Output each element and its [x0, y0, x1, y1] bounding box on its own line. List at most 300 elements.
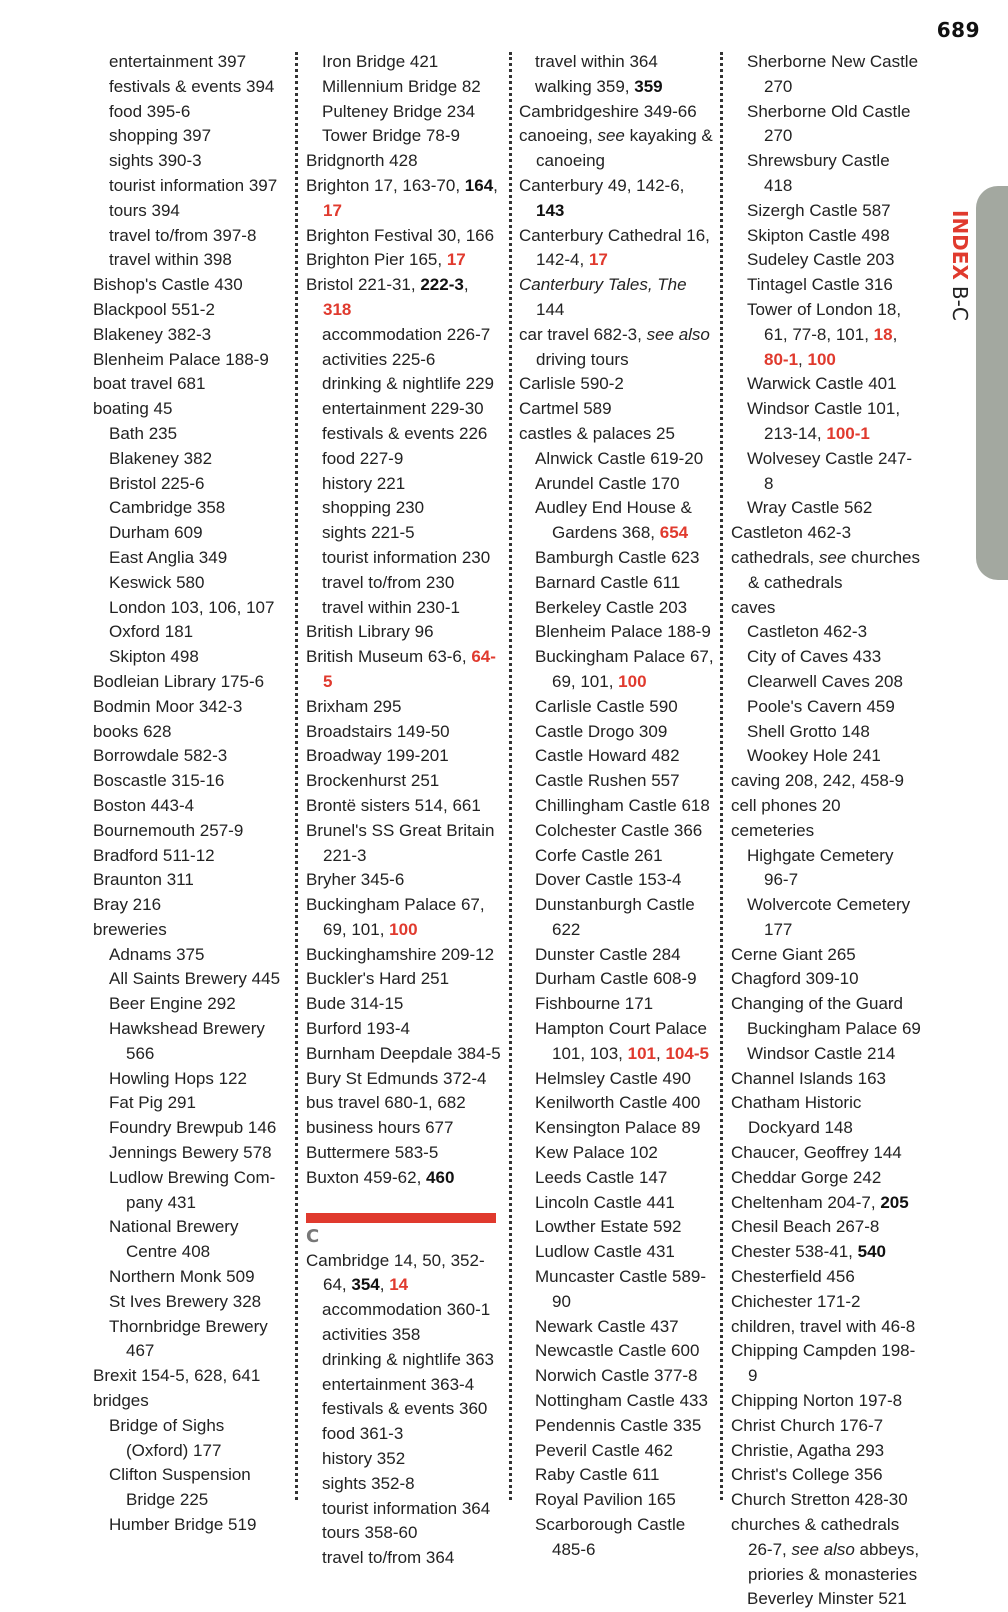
entry-text: Adnams 375 [109, 944, 205, 964]
index-entry [731, 596, 921, 621]
index-entry [306, 1017, 501, 1042]
index-entry [93, 744, 289, 769]
index-subentry [93, 1513, 289, 1538]
entry-text: Buckingham Palace 67, 69, 101, [306, 895, 485, 939]
index-subentry [306, 546, 501, 571]
entry-text: sights 221-5 [322, 523, 415, 543]
entry-text: Bryher 345-6 [306, 870, 405, 890]
index-subentry [93, 496, 289, 521]
index-subentry [306, 571, 501, 596]
photo-page-ref: 100-1 [826, 423, 870, 443]
entry-text: Pulteney Bridge 234 [322, 101, 476, 121]
entry-text: Barnard Castle 611 [535, 572, 681, 592]
entry-text: Durham Castle 608-9 [535, 969, 697, 989]
index-subentry [519, 1215, 717, 1240]
map-page-ref: 143 [536, 200, 565, 220]
index-entry [519, 273, 717, 323]
column-divider [295, 52, 298, 1500]
index-entry [306, 248, 501, 273]
index-subentry [306, 1472, 501, 1497]
index-entry [731, 1389, 921, 1414]
index-entry [519, 224, 717, 274]
entry-text: , [656, 1043, 666, 1063]
entry-text: cemeteries [731, 820, 815, 840]
index-subentry [731, 248, 921, 273]
index-subentry [93, 1017, 289, 1067]
index-entry [306, 273, 501, 323]
map-page-ref: 359 [634, 76, 663, 96]
index-subentry [731, 298, 921, 372]
entry-text: Sherborne Old Castle 270 [747, 101, 911, 146]
entry-text: Bridge of Sighs (Oxford) 177 [109, 1415, 225, 1460]
index-subentry [306, 447, 501, 472]
index-subentry [519, 1141, 717, 1166]
entry-text: travel to/from 397-8 [109, 225, 257, 245]
map-page-ref: 222-3 [420, 275, 464, 295]
entry-text: Peveril Castle 462 [535, 1440, 673, 1460]
entry-text: Scarborough Castle 485-6 [535, 1515, 686, 1559]
index-subentry [519, 645, 717, 695]
entry-text: Church Stretton 428-30 [731, 1490, 908, 1510]
photo-page-ref: 100 [389, 919, 418, 939]
entry-text: Kew Palace 102 [535, 1143, 658, 1163]
index-entry [306, 967, 501, 992]
photo-page-ref: 654 [659, 523, 689, 543]
index-subentry [306, 496, 501, 521]
index-entry [306, 695, 501, 720]
entry-text: Canterbury Tales, The [519, 275, 687, 295]
index-entry [306, 224, 501, 249]
entry-text: Highgate Cemetery 96-7 [747, 845, 894, 890]
entry-text: British Library 96 [306, 622, 434, 642]
index-subentry [93, 174, 289, 199]
entry-text: bridges [93, 1391, 149, 1411]
entry-text: Castle Howard 482 [535, 746, 680, 766]
index-subentry [519, 1513, 717, 1563]
entry-text: Colchester Castle 366 [535, 820, 703, 840]
entry-text: travel within 230-1 [322, 597, 460, 617]
entry-text: , [798, 349, 808, 369]
index-entry [306, 819, 501, 869]
entry-text: food 227-9 [322, 448, 404, 468]
index-subentry [93, 992, 289, 1017]
index-subentry [731, 695, 921, 720]
index-entry [93, 397, 289, 422]
entry-text: Foundry Brewpub 146 [109, 1118, 277, 1138]
entry-text: Christie, Agatha 293 [731, 1440, 885, 1460]
entry-text: Skipton Castle 498 [747, 225, 890, 245]
index-entry [731, 769, 921, 794]
index-subentry [93, 472, 289, 497]
entry-text: Bristol 221-31, [306, 275, 421, 295]
entry-text: Cambridge 14, 50, 352-64, [306, 1250, 485, 1295]
entry-text: Carlisle 590-2 [519, 374, 624, 394]
index-entry [731, 1414, 921, 1439]
index-entry [93, 769, 289, 794]
index-entry [731, 1191, 921, 1216]
index-entry [519, 397, 717, 422]
entry-text: Cambridge 358 [109, 498, 226, 518]
section-divider-bar [306, 1213, 496, 1223]
index-subentry [519, 571, 717, 596]
entry-text: Brighton 17, 163-70, [306, 175, 465, 195]
entry-text: Shrewsbury Castle 418 [747, 151, 890, 195]
photo-page-ref: 80-1 [764, 349, 799, 369]
entry-text: Humber Bridge 519 [109, 1515, 257, 1535]
index-subentry [93, 1414, 289, 1464]
entry-text: Castleton 462-3 [731, 523, 852, 543]
index-column-1 [93, 50, 289, 1538]
entry-text: Brunel's SS Great Britain 221-3 [306, 820, 495, 865]
index-subentry [519, 75, 717, 100]
index-subentry [306, 1298, 501, 1323]
entry-text: Chesil Beach 267-8 [731, 1217, 880, 1237]
entry-text: Broadway 199-201 [306, 746, 449, 766]
entry-text: Wookey Hole 241 [747, 746, 881, 766]
entry-text: Warwick Castle 401 [747, 374, 897, 394]
entry-text: see [818, 547, 847, 567]
entry-text: shopping 230 [322, 498, 425, 518]
index-subentry [306, 124, 501, 149]
entry-text: East Anglia 349 [109, 547, 228, 567]
entry-text: festivals & events 394 [109, 76, 275, 96]
index-entry [306, 720, 501, 745]
entry-text: All Saints Brewery 445 [109, 969, 281, 989]
entry-text: British Museum 63-6, [306, 647, 472, 667]
entry-text: sights 390-3 [109, 151, 202, 171]
photo-page-ref: 318 [323, 299, 352, 319]
index-entry [306, 1067, 501, 1092]
entry-text: activities 358 [322, 1325, 421, 1345]
index-entry [731, 1439, 921, 1464]
map-page-ref: 460 [426, 1167, 455, 1187]
entry-text: Dover Castle 153-4 [535, 870, 682, 890]
index-subentry [731, 149, 921, 199]
index-subentry [731, 496, 921, 521]
entry-text: Chester 538-41, [731, 1242, 858, 1262]
column-divider [509, 52, 512, 1500]
index-entry [306, 620, 501, 645]
index-entry [519, 100, 717, 125]
index-subentry [519, 794, 717, 819]
entry-text: tours 358-60 [322, 1523, 418, 1543]
index-entry [93, 720, 289, 745]
index-entry [731, 819, 921, 844]
entry-text: Channel Islands 163 [731, 1068, 887, 1088]
photo-page-ref: 17 [323, 200, 342, 220]
entry-text: churches & cathedrals 26-7, [731, 1515, 900, 1559]
entry-text: history 352 [322, 1449, 406, 1469]
index-subentry [93, 1067, 289, 1092]
map-page-ref: 205 [880, 1192, 909, 1212]
index-entry [731, 1265, 921, 1290]
entry-text: Bishop's Castle 430 [93, 275, 243, 295]
entry-text: Blenheim Palace 188-9 [93, 349, 269, 369]
index-subentry [519, 1439, 717, 1464]
entry-text: Wolvercote Cemetery 177 [747, 895, 911, 939]
index-subentry [93, 645, 289, 670]
index-subentry [93, 1091, 289, 1116]
index-entry [731, 1315, 921, 1340]
index-subentry [93, 124, 289, 149]
photo-page-ref: 14 [389, 1275, 409, 1295]
entry-text: Kenilworth Castle 400 [535, 1093, 701, 1113]
index-subentry [519, 868, 717, 893]
entry-text: Tintagel Castle 316 [747, 275, 893, 295]
index-entry [93, 273, 289, 298]
index-entry [731, 1141, 921, 1166]
index-entry [731, 521, 921, 546]
entry-text: Buckler's Hard 251 [306, 969, 450, 989]
index-subentry [93, 1141, 289, 1166]
entry-text: Oxford 181 [109, 622, 194, 642]
index-subentry [93, 596, 289, 621]
index-subentry [93, 521, 289, 546]
index-subentry [519, 1364, 717, 1389]
entry-text: Royal Pavilion 165 [535, 1490, 676, 1510]
index-entry [93, 348, 289, 373]
index-subentry [306, 1497, 501, 1522]
index-subentry [519, 720, 717, 745]
index-subentry [731, 844, 921, 894]
entry-text: Buckingham Palace 69 [747, 1019, 921, 1039]
entry-text: Blackpool 551-2 [93, 299, 215, 319]
entry-text: , [379, 1275, 390, 1295]
entry-text: Ludlow Brewing Com-pany 431 [109, 1167, 276, 1212]
entry-text: Cheddar Gorge 242 [731, 1167, 882, 1187]
index-subentry [93, 1166, 289, 1216]
entry-text: boating 45 [93, 399, 173, 419]
entry-text: entertainment 397 [109, 52, 247, 71]
entry-text: Blakeney 382 [109, 448, 213, 468]
index-subentry [306, 1397, 501, 1422]
entry-text: Hawkshead Brewery 566 [109, 1019, 265, 1063]
entry-text: Bodmin Moor 342-3 [93, 696, 243, 716]
entry-text: tourist information 364 [322, 1498, 491, 1518]
index-subentry [731, 100, 921, 150]
index-entry [306, 1042, 501, 1067]
entry-text: Burnham Deepdale 384-5 [306, 1043, 501, 1063]
index-subentry [519, 1339, 717, 1364]
entry-text: Shell Grotto 148 [747, 721, 870, 741]
index-subentry [731, 645, 921, 670]
index-subentry [519, 1389, 717, 1414]
entry-text: business hours 677 [306, 1118, 454, 1138]
index-entry [306, 744, 501, 769]
entry-text: Borrowdale 582-3 [93, 746, 228, 766]
entry-text: travel within 364 [535, 52, 658, 71]
index-subentry [306, 1546, 501, 1571]
entry-text: Bath 235 [109, 423, 178, 443]
entry-text: Burford 193-4 [306, 1019, 410, 1039]
entry-text: Hampton Court Palace 101, 103, [535, 1019, 707, 1063]
entry-text: Christ's College 356 [731, 1465, 883, 1485]
entry-text: tourist information 230 [322, 547, 491, 567]
index-entry [519, 422, 717, 447]
index-entry [731, 1339, 921, 1389]
index-subentry [731, 1042, 921, 1067]
entry-text: Dunstanburgh Castle 622 [535, 895, 695, 939]
entry-text: Clearwell Caves 208 [747, 671, 903, 691]
index-column-4 [731, 50, 921, 1612]
index-entry [731, 546, 921, 596]
index-subentry [731, 224, 921, 249]
entry-text: Boscastle 315-16 [93, 771, 225, 791]
entry-text: Durham 609 [109, 523, 203, 543]
index-entry [93, 1364, 289, 1389]
index-subentry [519, 1265, 717, 1315]
entry-text: Beverley Minster 521 [747, 1589, 907, 1609]
index-entry [306, 1249, 501, 1299]
index-subentry [519, 447, 717, 472]
entry-text: see also [791, 1539, 855, 1559]
index-entry [519, 124, 717, 174]
index-subentry [306, 1422, 501, 1447]
map-page-ref: 164 [464, 175, 494, 195]
index-entry [731, 1488, 921, 1513]
index-subentry [93, 1116, 289, 1141]
entry-text: Keswick 580 [109, 572, 205, 592]
index-entry [306, 645, 501, 695]
entry-text: Fishbourne 171 [535, 994, 654, 1014]
index-subentry [519, 1414, 717, 1439]
index-subentry [519, 695, 717, 720]
index-entry [519, 174, 717, 224]
index-subentry [93, 1315, 289, 1365]
index-entry [306, 1166, 501, 1191]
entry-text: Cambridgeshire 349-66 [519, 101, 697, 121]
index-subentry [519, 744, 717, 769]
index-subentry [306, 596, 501, 621]
index-subentry [519, 769, 717, 794]
index-subentry [519, 844, 717, 869]
index-subentry [731, 397, 921, 447]
entry-text: St Ives Brewery 328 [109, 1291, 262, 1311]
index-subentry [93, 1215, 289, 1265]
entry-text: Canterbury 49, 142-6, [519, 175, 685, 195]
photo-page-ref: 101 [627, 1043, 656, 1063]
index-entry [306, 1091, 501, 1116]
index-subentry [731, 620, 921, 645]
entry-text: Christ Church 176-7 [731, 1415, 884, 1435]
entry-text: Muncaster Castle 589-90 [535, 1267, 707, 1311]
index-subentry [93, 447, 289, 472]
entry-text: Bristol 225-6 [109, 473, 205, 493]
entry-text: Chatham Historic Dockyard 148 [731, 1093, 862, 1138]
index-entry [93, 323, 289, 348]
index-subentry [731, 720, 921, 745]
entry-text: tourist information 397 [109, 175, 278, 195]
index-subentry [306, 348, 501, 373]
page-number: 689 [936, 18, 980, 42]
entry-text: Bradford 511-12 [93, 845, 215, 865]
index-subentry [93, 571, 289, 596]
entry-text: Bury St Edmunds 372-4 [306, 1068, 487, 1088]
index-entry [306, 992, 501, 1017]
entry-text: Bamburgh Castle 623 [535, 547, 700, 567]
entry-text: Wray Castle 562 [747, 498, 873, 518]
index-subentry [731, 744, 921, 769]
entry-text: Iron Bridge 421 [322, 52, 439, 71]
index-subentry [306, 1521, 501, 1546]
entry-text: walking 359, [535, 76, 635, 96]
index-subentry [731, 1587, 921, 1612]
entry-text: Castle Drogo 309 [535, 721, 668, 741]
index-subentry [306, 372, 501, 397]
index-subentry [93, 248, 289, 273]
entry-text: Lowther Estate 592 [535, 1217, 682, 1237]
entry-text: Newcastle Castle 600 [535, 1341, 700, 1361]
index-entry [306, 794, 501, 819]
entry-text: entertainment 363-4 [322, 1374, 475, 1394]
index-tab-label [930, 210, 980, 340]
entry-text: entertainment 229-30 [322, 399, 484, 419]
entry-text: caving 208, 242, 458-9 [731, 771, 904, 791]
entry-text: Chichester 171-2 [731, 1291, 861, 1311]
entry-text: boat travel 681 [93, 374, 206, 394]
index-entry [306, 149, 501, 174]
index-entry [731, 1290, 921, 1315]
entry-text: festivals & events 226 [322, 423, 488, 443]
entry-text: castles & palaces 25 [519, 423, 675, 443]
index-subentry [519, 620, 717, 645]
index-subentry [93, 75, 289, 100]
index-entry [731, 1067, 921, 1092]
entry-text: Alnwick Castle 619-20 [535, 448, 704, 468]
entry-text: car travel 682-3, [519, 324, 647, 344]
photo-page-ref: 104-5 [665, 1043, 709, 1063]
entry-text: Boston 443-4 [93, 795, 195, 815]
entry-text: Norwich Castle 377-8 [535, 1366, 698, 1386]
entry-text: Chaucer, Geoffrey 144 [731, 1143, 902, 1163]
index-subentry [93, 546, 289, 571]
index-entry [306, 769, 501, 794]
section-letter: C [306, 1225, 320, 1247]
entry-text: accommodation 360-1 [322, 1300, 491, 1320]
index-subentry [731, 670, 921, 695]
map-page-ref: 354 [351, 1275, 380, 1295]
entry-text: Buckingham Palace 67, 69, 101, [535, 647, 714, 691]
entry-text: Brighton Festival 30, 166 [306, 225, 495, 245]
entry-text: Thornbridge Brewery 467 [109, 1316, 268, 1361]
index-subentry [731, 199, 921, 224]
entry-text: Chesterfield 456 [731, 1267, 855, 1287]
index-entry [306, 174, 501, 224]
entry-text: Fat Pig 291 [109, 1093, 196, 1113]
entry-text: driving tours [536, 349, 629, 369]
entry-text: Changing of the Guard [731, 994, 904, 1014]
index-entry [306, 943, 501, 968]
entry-text: Clifton Suspension Bridge 225 [109, 1465, 251, 1510]
entry-text: Chillingham Castle 618 [535, 795, 710, 815]
index-entry [93, 372, 289, 397]
index-entry [519, 323, 717, 373]
index-subentry [519, 1116, 717, 1141]
index-subentry [93, 422, 289, 447]
entry-text: Brexit 154-5, 628, 641 [93, 1366, 261, 1386]
index-entry [731, 992, 921, 1017]
index-entry [731, 794, 921, 819]
index-subentry [519, 1067, 717, 1092]
entry-text: , [493, 175, 498, 195]
entry-text: Chipping Campden 198-9 [731, 1341, 916, 1386]
index-entry [731, 1215, 921, 1240]
index-entry [306, 1141, 501, 1166]
index-entry [731, 1166, 921, 1191]
entry-text: festivals & events 360 [322, 1399, 488, 1419]
index-subentry [93, 1290, 289, 1315]
entry-text: Buxton 459-62, [306, 1167, 427, 1187]
